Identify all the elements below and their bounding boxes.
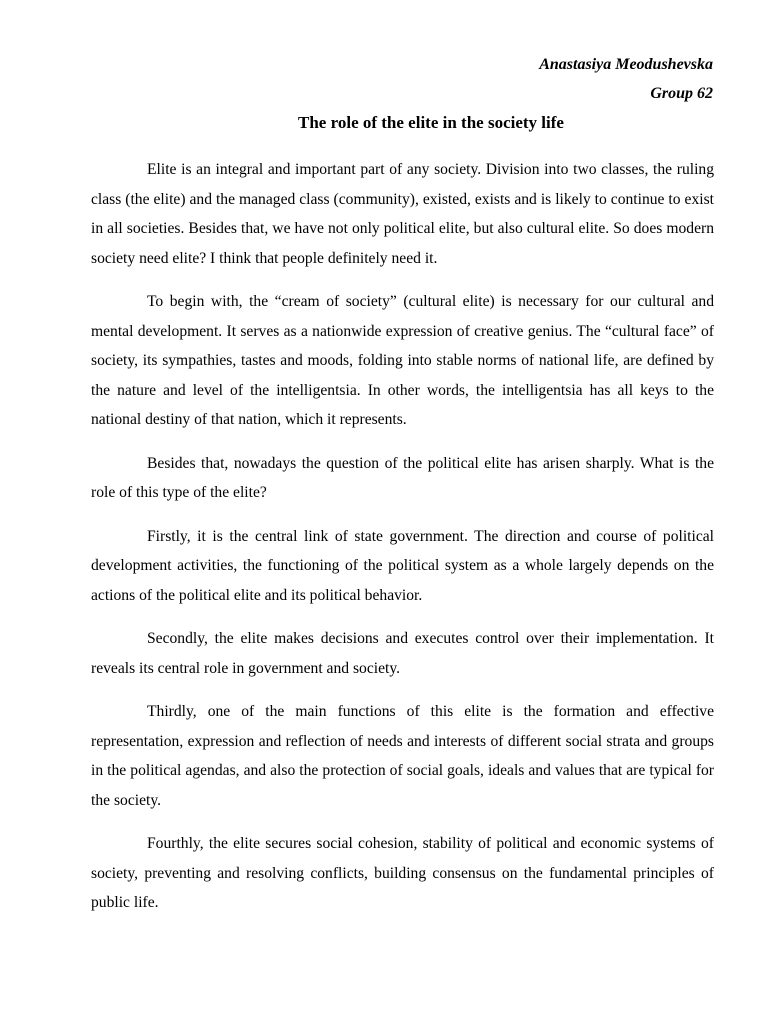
group-label: Group 62 bbox=[650, 85, 713, 102]
paragraph-1: Elite is an integral and important part of any society. Division into two classes, the ruling class (the elite) and the managed class (community), existed, exists and is likely to continue to exist in all societies. Besides that, we have not only political elite, but also cultural elite. So does modern society need elite? I think that people definitely need it. bbox=[91, 161, 714, 267]
document-title: The role of the elite in the society life bbox=[298, 113, 564, 132]
paragraph-6: Thirdly, one of the main functions of this elite is the formation and effective representation, expression and reflection of needs and interests of different social strata and groups in the political agendas, and also the protection of social goals, ideals and values that are typical for the society. bbox=[91, 703, 714, 809]
author-name: Anastasiya Meodushevska bbox=[539, 56, 713, 73]
author-block bbox=[539, 50, 713, 108]
paragraph-7: Fourthly, the elite secures social cohesion, stability of political and economic systems of society, preventing and resolving conflicts, building consensus on the fundamental principles of public life. bbox=[91, 835, 714, 911]
paragraph-5: Secondly, the elite makes decisions and executes control over their implementation. It reveals its central role in government and society. bbox=[91, 630, 714, 677]
paragraph-3: Besides that, nowadays the question of the political elite has arisen sharply. What is the role of this type of the elite? bbox=[91, 454, 714, 501]
document-body bbox=[91, 155, 714, 932]
paragraph-2: To begin with, the “cream of society” (cultural elite) is necessary for our cultural and mental development. It serves as a nationwide expression of creative genius. The “cultural face” of society, its sympathies, tastes and moods, folding into stable norms of national life, are defined by the nature and level of the intelligentsia. In other words, the intelligentsia has all keys to the national destiny of that nation, which it represents. bbox=[91, 293, 714, 428]
paragraph-4: Firstly, it is the central link of state government. The direction and course of political development activities, the functioning of the political system as a whole largely depends on the actions of the political elite and its political behavior. bbox=[91, 527, 714, 604]
